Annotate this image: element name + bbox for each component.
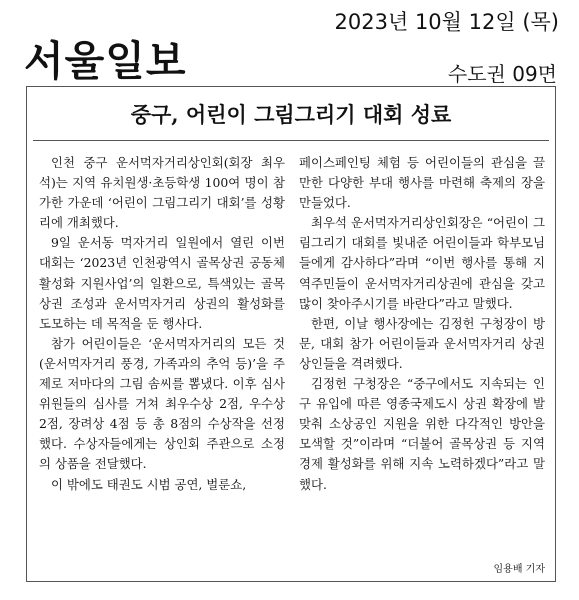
paragraph: 9일 운서동 먹자거리 일원에서 열린 이번 대회는 ‘2023년 인천광역시 골목상권 공동체 활성화 지원사업’의 일환으로, 특색있는 골목상권 조성과 운서먹자거리 상권의 활성화를 도모하는 데 목적을 둔 행사다. <box>39 235 285 331</box>
paragraph: 최우석 운서먹자거리상인회장은 “어린이 그림그리기 대회를 빛내준 어린이들과 학부모님들에게 감사하다”라며 “이번 행사를 통해 지역주민들이 운서먹자거리상권에 관심을 갖고 많이 찾아주시기를 바란다”라고 말했다. <box>299 215 545 311</box>
newspaper-logo: 서울일보 <box>24 37 187 85</box>
paragraph: 이 밖에도 태권도 시범 공연, 벌룬쇼, <box>51 476 247 492</box>
headline-divider <box>33 140 549 141</box>
paragraph: 참가 어린이들은 ‘운서먹자거리의 모든 것(운서먹자거리 풍경, 가족과의 추억 등)’을 주제로 저마다의 그림 솜씨를 뽐냈다. 이후 심사위원들의 심사를 거쳐 최우수상 2점, 우수상 2점, 장려상 4점 등 총 8점의 수상작을 선정했다. 수상자들에게는 상인회 주관으로 소정의 상품을 전달했다. <box>39 335 285 472</box>
issue-date: 2023년 10월 12일 (목) <box>334 10 559 34</box>
article-headline: 중구, 어린이 그림그리기 대회 성료 <box>130 102 452 127</box>
page-info: 수도권 09면 <box>447 62 557 86</box>
article-frame <box>26 86 556 582</box>
byline: 임용배 기자 <box>493 564 545 575</box>
article-column-right <box>299 153 545 495</box>
article-column-left <box>39 153 285 495</box>
paragraph: 한편, 이날 행사장에는 김정헌 구청장이 방문, 대회 참가 어린이들과 운서먹자거리 상권 상인들을 격려했다. <box>299 315 545 371</box>
paragraph: 김정헌 구청장은 “중구에서도 지속되는 인구 유입에 따른 영종국제도시 상권 확장에 발맞춰 소상공인 지원을 위한 다각적인 방안을 모색할 것”이라며 “더불어 골목상권 등 지역경제 활성화를 위해 지속 노력하겠다”라고 말했다. <box>299 376 545 492</box>
paragraph-continued: 페이스페인팅 체험 등 어린이들의 관심을 끌 만한 다양한 부대 행사를 마련해 축제의 장을 만들었다. <box>299 155 545 211</box>
paragraph: 인천 중구 운서먹자거리상인회(회장 최우석)는 지역 유치원생·초등학생 100여 명이 참가한 가운데 ‘어린이 그림그리기 대회’를 성황리에 개최했다. <box>39 155 285 231</box>
